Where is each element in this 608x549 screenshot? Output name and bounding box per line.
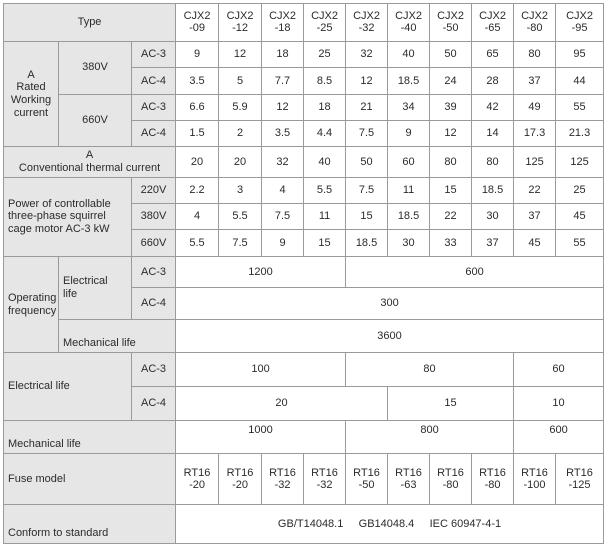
table-cell: 12: [219, 41, 262, 67]
table-cell: 7.5: [262, 203, 304, 229]
fuse-model-label: Fuse model: [4, 454, 176, 505]
merged-cell: 20: [176, 387, 388, 421]
op-frequency-label: Operating frequency: [4, 256, 59, 353]
table-cell: 18.5: [388, 68, 430, 94]
table-cell: 5.5: [304, 177, 346, 203]
model-header: CJX2 -95: [556, 4, 604, 42]
table-cell: RT16 -20: [219, 454, 262, 505]
thermal-current-row: [4, 147, 604, 178]
table-cell: 2: [219, 120, 262, 146]
table-cell: 14: [472, 120, 514, 146]
table-cell: 4: [262, 177, 304, 203]
table-cell: 50: [346, 147, 388, 178]
table-cell: 15: [346, 203, 388, 229]
model-header: CJX2 -80: [514, 4, 556, 42]
header-row: [4, 4, 604, 42]
table-cell: 11: [304, 203, 346, 229]
thermal-current-label: [4, 147, 176, 178]
rated-current-text: Rated Working current: [10, 81, 52, 119]
table-cell: 5: [219, 68, 262, 94]
table-cell: 55: [556, 94, 604, 120]
table-cell: 3: [219, 177, 262, 203]
fuse-model-row: [4, 454, 604, 505]
table-cell: 30: [388, 230, 430, 256]
merged-cell: 800: [346, 420, 514, 454]
model-header: CJX2 -25: [304, 4, 346, 42]
merged-cell: 1000: [176, 420, 346, 454]
table-cell: 12: [430, 120, 472, 146]
merged-cell: 10: [514, 387, 604, 421]
table-cell: 9: [262, 230, 304, 256]
table-cell: 44: [556, 68, 604, 94]
power-row: [4, 177, 604, 203]
thermal-current-text: Conventional thermal current: [18, 161, 161, 174]
table-cell: 20: [176, 147, 219, 178]
table-cell: 15: [304, 230, 346, 256]
model-header: CJX2 -65: [472, 4, 514, 42]
table-cell: 15: [430, 177, 472, 203]
table-cell: RT16 -50: [346, 454, 388, 505]
table-cell: 18: [304, 94, 346, 120]
table-cell: 18.5: [346, 230, 388, 256]
spec-table: [3, 3, 604, 544]
table-cell: 55: [556, 230, 604, 256]
table-cell: 80: [514, 41, 556, 67]
rated-current-label: [4, 41, 59, 146]
table-cell: RT16 -32: [304, 454, 346, 505]
voltage-380-label: 380V: [59, 41, 132, 94]
table-cell: 80: [430, 147, 472, 178]
op-frequency-row: [4, 256, 604, 288]
table-cell: 49: [514, 94, 556, 120]
table-cell: 37: [472, 230, 514, 256]
table-cell: 12: [262, 94, 304, 120]
electrical-life-label: Electrical life: [4, 353, 132, 420]
standard-value: GB/T14048.1 GB14048.4 IEC 60947-4-1: [176, 504, 604, 543]
power-label: Power of controllable three-phase squirrel cage motor AC-3 kW: [4, 177, 132, 256]
table-cell: RT16 -32: [262, 454, 304, 505]
table-cell: 32: [346, 41, 388, 67]
table-cell: 2.2: [176, 177, 219, 203]
table-cell: 25: [556, 177, 604, 203]
merged-cell: 1200: [176, 256, 346, 288]
merged-cell: 15: [388, 387, 514, 421]
op-mechanical-life-label: Mechanical life: [59, 319, 176, 353]
merged-cell: 100: [176, 353, 346, 387]
table-cell: 18.5: [388, 203, 430, 229]
table-cell: 30: [472, 203, 514, 229]
table-cell: 11: [388, 177, 430, 203]
table-cell: 80: [472, 147, 514, 178]
table-cell: 24: [430, 68, 472, 94]
table-cell: 7.5: [346, 120, 388, 146]
op-electrical-life-label: Electrical life: [59, 256, 132, 319]
standard-row: [4, 504, 604, 543]
voltage-380-label: 380V: [132, 203, 176, 229]
merged-cell: 80: [346, 353, 514, 387]
ac4-label: AC-4: [132, 288, 176, 320]
table-cell: 5.5: [219, 203, 262, 229]
mechanical-life-label: Mechanical life: [4, 420, 176, 454]
table-cell: RT16 -80: [430, 454, 472, 505]
table-cell: 25: [304, 41, 346, 67]
standard-label: Conform to standard: [4, 504, 176, 543]
table-cell: 4: [176, 203, 219, 229]
ac4-label: AC-4: [132, 120, 176, 146]
table-cell: 65: [472, 41, 514, 67]
table-cell: 22: [514, 177, 556, 203]
table-cell: 18: [262, 41, 304, 67]
table-cell: 7.5: [346, 177, 388, 203]
table-cell: 9: [388, 120, 430, 146]
model-header: CJX2 -32: [346, 4, 388, 42]
table-cell: 20: [219, 147, 262, 178]
model-header: CJX2 -40: [388, 4, 430, 42]
table-cell: RT16 -20: [176, 454, 219, 505]
table-cell: 40: [388, 41, 430, 67]
merged-cell: 3600: [176, 319, 604, 353]
table-cell: 9: [176, 41, 219, 67]
model-header: CJX2 -09: [176, 4, 219, 42]
model-header: CJX2 -18: [262, 4, 304, 42]
table-cell: 50: [430, 41, 472, 67]
table-cell: 3.5: [262, 120, 304, 146]
table-cell: 5.5: [176, 230, 219, 256]
op-frequency-row: [4, 319, 604, 353]
electrical-life-row: [4, 353, 604, 387]
table-cell: 12: [346, 68, 388, 94]
ac4-label: AC-4: [132, 387, 176, 421]
table-cell: RT16 -63: [388, 454, 430, 505]
rated-current-row: [4, 41, 604, 67]
voltage-220-label: 220V: [132, 177, 176, 203]
table-cell: 125: [514, 147, 556, 178]
table-cell: 18.5: [472, 177, 514, 203]
table-cell: 45: [556, 203, 604, 229]
table-cell: 21.3: [556, 120, 604, 146]
ac3-label: AC-3: [132, 94, 176, 120]
table-cell: 7.7: [262, 68, 304, 94]
model-header: CJX2 -50: [430, 4, 472, 42]
merged-cell: 600: [514, 420, 604, 454]
ac3-label: AC-3: [132, 353, 176, 387]
voltage-660-label: 660V: [59, 94, 132, 147]
merged-cell: 600: [346, 256, 604, 288]
model-header: CJX2 -12: [219, 4, 262, 42]
table-cell: 1.5: [176, 120, 219, 146]
table-cell: 95: [556, 41, 604, 67]
ac3-label: AC-3: [132, 256, 176, 288]
table-cell: 8.5: [304, 68, 346, 94]
table-cell: 32: [262, 147, 304, 178]
table-cell: RT16 -100: [514, 454, 556, 505]
table-cell: 6.6: [176, 94, 219, 120]
ac3-label: AC-3: [132, 41, 176, 67]
table-cell: 45: [514, 230, 556, 256]
table-cell: RT16 -125: [556, 454, 604, 505]
table-cell: 21: [346, 94, 388, 120]
table-cell: 37: [514, 68, 556, 94]
voltage-660-label: 660V: [132, 230, 176, 256]
table-cell: 37: [514, 203, 556, 229]
type-header: Type: [4, 4, 176, 42]
table-cell: 7.5: [219, 230, 262, 256]
table-cell: 40: [304, 147, 346, 178]
ac4-label: AC-4: [132, 68, 176, 94]
mechanical-life-row: [4, 420, 604, 454]
table-cell: 34: [388, 94, 430, 120]
merged-cell: 60: [514, 353, 604, 387]
merged-cell: 300: [176, 288, 604, 320]
rated-current-unit: A: [27, 68, 35, 81]
table-cell: 22: [430, 203, 472, 229]
table-cell: 3.5: [176, 68, 219, 94]
table-cell: 28: [472, 68, 514, 94]
table-cell: 125: [556, 147, 604, 178]
table-cell: 4.4: [304, 120, 346, 146]
table-cell: RT16 -80: [472, 454, 514, 505]
table-cell: 33: [430, 230, 472, 256]
table-cell: 60: [388, 147, 430, 178]
table-cell: 17.3: [514, 120, 556, 146]
table-cell: 42: [472, 94, 514, 120]
table-cell: 39: [430, 94, 472, 120]
rated-current-row: [4, 94, 604, 120]
table-cell: 5.9: [219, 94, 262, 120]
thermal-current-unit: A: [85, 149, 94, 162]
